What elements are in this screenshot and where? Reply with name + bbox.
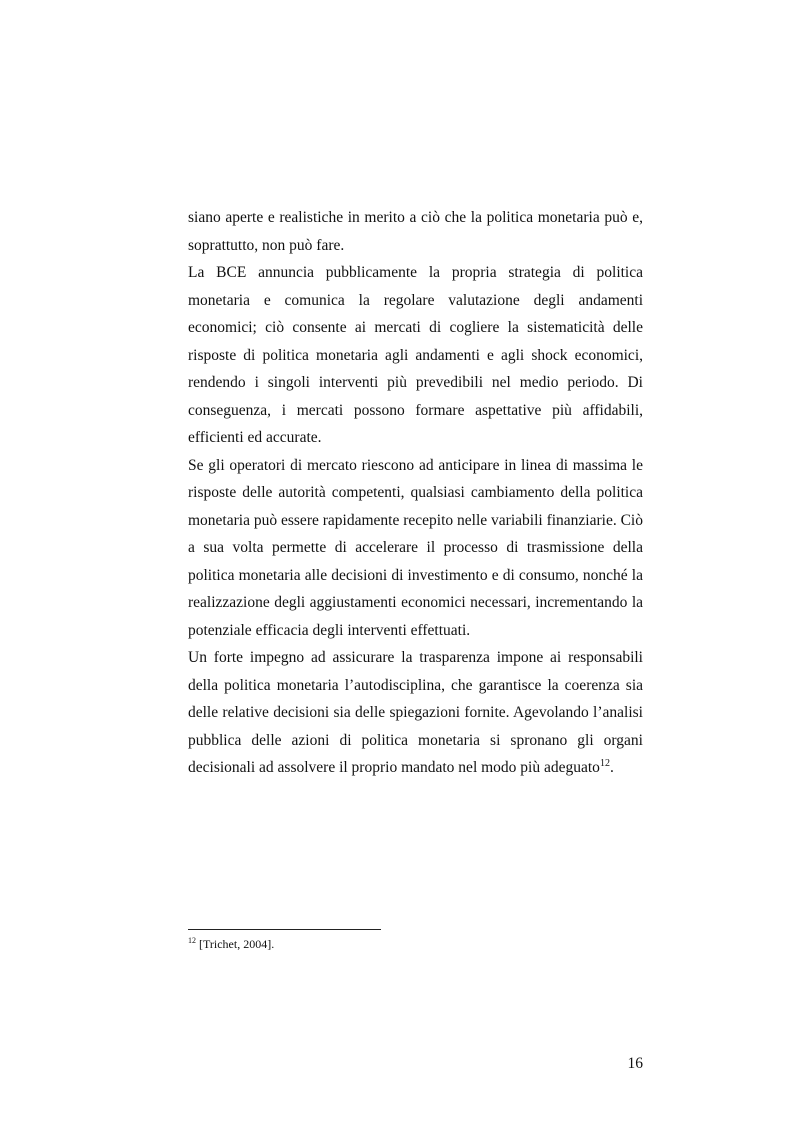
footnote (188, 936, 274, 952)
paragraph-2: La BCE annuncia pubblicamente la propria strategia di politica monetaria e comunica la regolare valutazione degli andamenti economici; ciò consente ai mercati di cogliere la sistematicità delle risposte di politica monetaria agli andamenti e agli shock economici, rendendo i singoli interventi più prevedibili nel medio periodo. Di conseguenza, i mercati possono formare aspettative più affidabili, efficienti ed accurate. (188, 264, 643, 446)
body-text (188, 204, 643, 782)
footnote-text: [Trichet, 2004]. (196, 937, 275, 951)
footnote-number: 12 (188, 936, 196, 945)
footnote-divider (188, 929, 381, 930)
paragraph-4-text: Un forte impegno ad assicurare la trasparenza impone ai responsabili della politica monetaria l’autodisciplina, che garantisce la coerenza sia delle relative decisioni sia delle spiegazioni fornite. Agevolando l’analisi pubblica delle azioni di politica monetaria si spronano gli organi decisionali ad assolvere il proprio mandato nel modo più adeguato (188, 649, 643, 776)
paragraph-3: Se gli operatori di mercato riescono ad anticipare in linea di massima le risposte delle autorità competenti, qualsiasi cambiamento della politica monetaria può essere rapidamente recepito nelle variabili finanziarie. Ciò a sua volta permette di accelerare il processo di trasmissione della politica monetaria alle decisioni di investimento e di consumo, nonché la realizzazione degli aggiustamenti economici necessari, incrementando la potenziale efficacia degli interventi effettuati. (188, 456, 643, 639)
page-number: 16 (627, 1055, 643, 1072)
footnote-reference[interactable]: 12 (599, 757, 610, 769)
paragraph-4 (188, 644, 643, 782)
paragraph-1: siano aperte e realistiche in merito a ciò che la politica monetaria può e, soprattutto, non può fare. (188, 209, 643, 254)
paragraph-4-end: . (609, 759, 614, 776)
